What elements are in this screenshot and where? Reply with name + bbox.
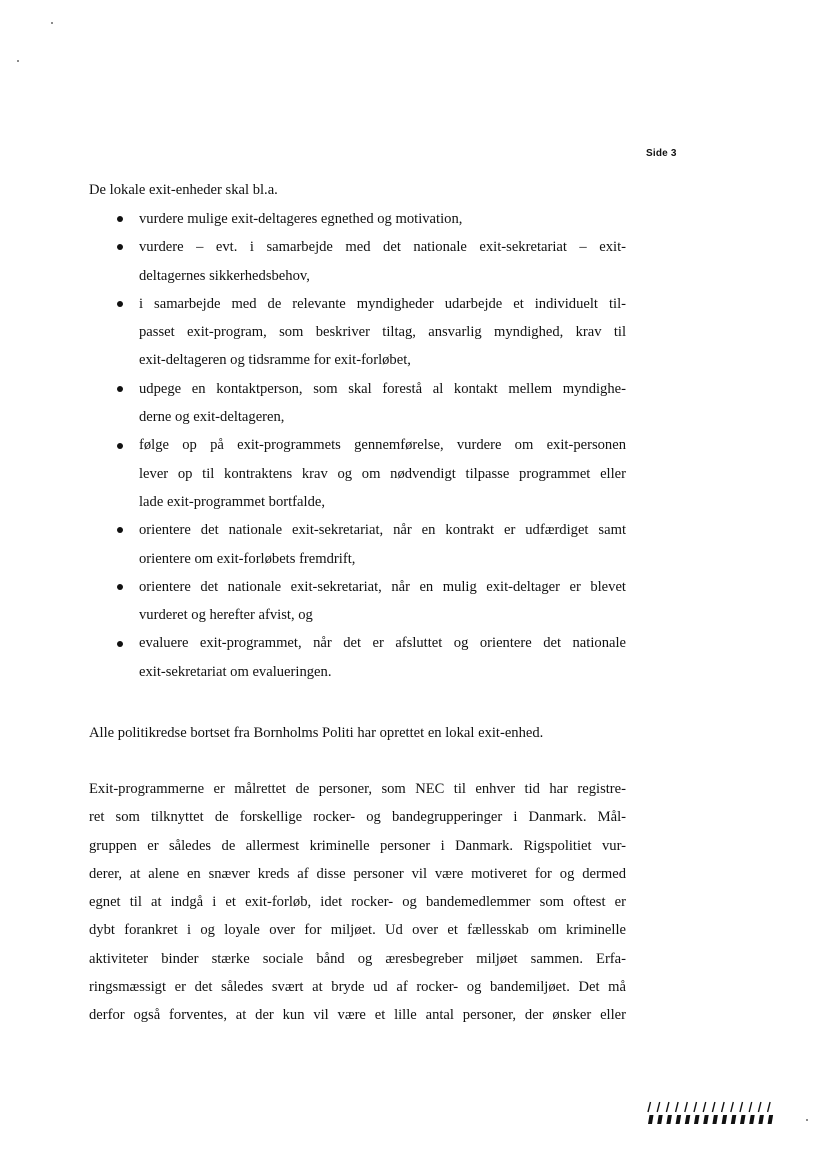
scan-speck	[51, 22, 53, 24]
scan-speck	[806, 1119, 808, 1121]
bullet-dot-icon	[114, 290, 126, 318]
bullet-line: orientere det nationale exit-sekretariat, når en kontrakt er udfærdiget samt	[139, 522, 626, 539]
barcode-thick-stroke	[703, 1115, 709, 1124]
bullet-dot-icon	[114, 233, 126, 261]
barcode-thick-stroke	[676, 1115, 682, 1124]
bullet-dot-icon	[114, 573, 126, 601]
bullet-dot-icon	[114, 516, 126, 544]
intro-line: De lokale exit-enheder skal bl.a.	[89, 182, 278, 198]
barcode-thick-stroke	[749, 1115, 755, 1124]
bullet-line: følge op på exit-programmets gennemførelse, vurdere om exit-personen	[139, 437, 626, 454]
barcode-thick-stroke	[666, 1115, 672, 1124]
bullet-line: deltagernes sikkerhedsbehov,	[139, 267, 310, 284]
barcode-thin-stroke	[703, 1102, 706, 1112]
barcode-thin-stroke	[731, 1102, 734, 1112]
bullet-line: exit-deltageren og tidsramme for exit-forløbet,	[139, 352, 411, 369]
barcode-thin-stroke	[758, 1102, 761, 1112]
barcode-thin-stroke	[749, 1102, 752, 1112]
bullet-line: derne og exit-deltageren,	[139, 409, 285, 426]
barcode-thin-stroke	[694, 1102, 697, 1112]
barcode-thin-stroke	[768, 1102, 771, 1112]
bullet-line: orientere det nationale exit-sekretariat, når en mulig exit-deltager er blevet	[139, 578, 626, 595]
barcode-thick-stroke	[768, 1115, 774, 1124]
paragraph-line: derfor også forventes, at der kun vil være et lille antal personer, der ønsker eller	[89, 1007, 626, 1024]
barcode-thick-stroke	[758, 1115, 764, 1124]
paragraph-two	[89, 775, 626, 1030]
bullet-line: i samarbejde med de relevante myndigheder udarbejde et individuelt til-	[139, 295, 626, 312]
bullet-line: vurdere – evt. i samarbejde med det nationale exit-sekretariat – exit-	[139, 239, 626, 256]
bullet-dot-icon	[114, 431, 126, 459]
paragraph-line: egnet til at indgå i et exit-forløb, idet rocker- og bandemedlemmer som oftest er	[89, 894, 626, 911]
barcode-thin-stroke	[657, 1102, 660, 1112]
bullet-dot-icon	[114, 205, 126, 233]
bullet-line: vurderet og herefter afvist, og	[139, 607, 313, 624]
bullet-line: vurdere mulige exit-deltageres egnethed og motivation,	[139, 211, 463, 227]
paragraph-one: Alle politikredse bortset fra Bornholms Politi har oprettet en lokal exit-enhed.	[89, 725, 544, 741]
bullet-line: passet exit-program, som beskriver tiltag, ansvarlig myndighed, krav til	[139, 324, 626, 341]
bullet-line: evaluere exit-programmet, når det er afsluttet og orientere det nationale	[139, 635, 626, 652]
barcode-thick-stroke	[648, 1115, 654, 1124]
bullet-list	[0, 205, 828, 686]
paragraph-line: gruppen er således de allermest kriminelle personer i Danmark. Rigspolitiet vur-	[89, 837, 626, 854]
bullet-dot-icon	[114, 629, 126, 657]
bullet-item	[0, 573, 828, 630]
barcode-thin-stroke	[685, 1102, 688, 1112]
barcode-thick-stroke	[712, 1115, 718, 1124]
barcode-thin-stroke	[722, 1102, 725, 1112]
paragraph-line: ret som tilknyttet de forskellige rocker- og bandegrupperinger i Danmark. Mål-	[89, 809, 626, 826]
scan-speck	[17, 60, 19, 62]
bullet-item	[0, 233, 828, 290]
barcode-thick-stroke	[740, 1115, 746, 1124]
bullet-dot-icon	[114, 375, 126, 403]
page-number: Side 3	[646, 148, 677, 159]
bullet-item	[0, 205, 828, 233]
bullet-item	[0, 516, 828, 573]
barcode-thin-stroke	[648, 1102, 651, 1112]
paragraph-line: derer, at alene en snæver kreds af disse personer vil være motiveret for og dermed	[89, 865, 626, 882]
bullet-item	[0, 375, 828, 432]
barcode-thin-stroke	[666, 1102, 669, 1112]
bullet-line: exit-sekretariat om evalueringen.	[139, 663, 332, 680]
barcode-thin-stroke	[712, 1102, 715, 1112]
bullet-line: lade exit-programmet bortfalde,	[139, 493, 325, 510]
paragraph-line: aktiviteter binder stærke sociale bånd og æresbegreber miljøet sammen. Erfa-	[89, 950, 626, 967]
barcode-icon	[646, 1100, 776, 1126]
paragraph-line: Exit-programmerne er målrettet de personer, som NEC til enhver tid har registre-	[89, 781, 626, 797]
barcode-thin-stroke	[676, 1102, 679, 1112]
barcode-thick-stroke	[694, 1115, 700, 1124]
barcode-thick-stroke	[722, 1115, 728, 1124]
paragraph-line: dybt forankret i og loyale over for miljøet. Ud over et fællesskab om kriminelle	[89, 922, 626, 939]
bullet-item	[0, 431, 828, 516]
paragraph-line: ringsmæssigt er det således svært at bryde ud af rocker- og bandemiljøet. Det må	[89, 979, 626, 996]
bullet-item	[0, 629, 828, 686]
barcode-thin-stroke	[740, 1102, 743, 1112]
bullet-item	[0, 290, 828, 375]
bullet-line: orientere om exit-forløbets fremdrift,	[139, 550, 356, 567]
bullet-line: udpege en kontaktperson, som skal forestå al kontakt mellem myndighe-	[139, 380, 626, 397]
bullet-line: lever op til kontraktens krav og om nødvendigt tilpasse programmet eller	[139, 465, 626, 482]
barcode-thick-stroke	[731, 1115, 737, 1124]
barcode-thick-stroke	[657, 1115, 663, 1124]
barcode-thick-stroke	[685, 1115, 691, 1124]
